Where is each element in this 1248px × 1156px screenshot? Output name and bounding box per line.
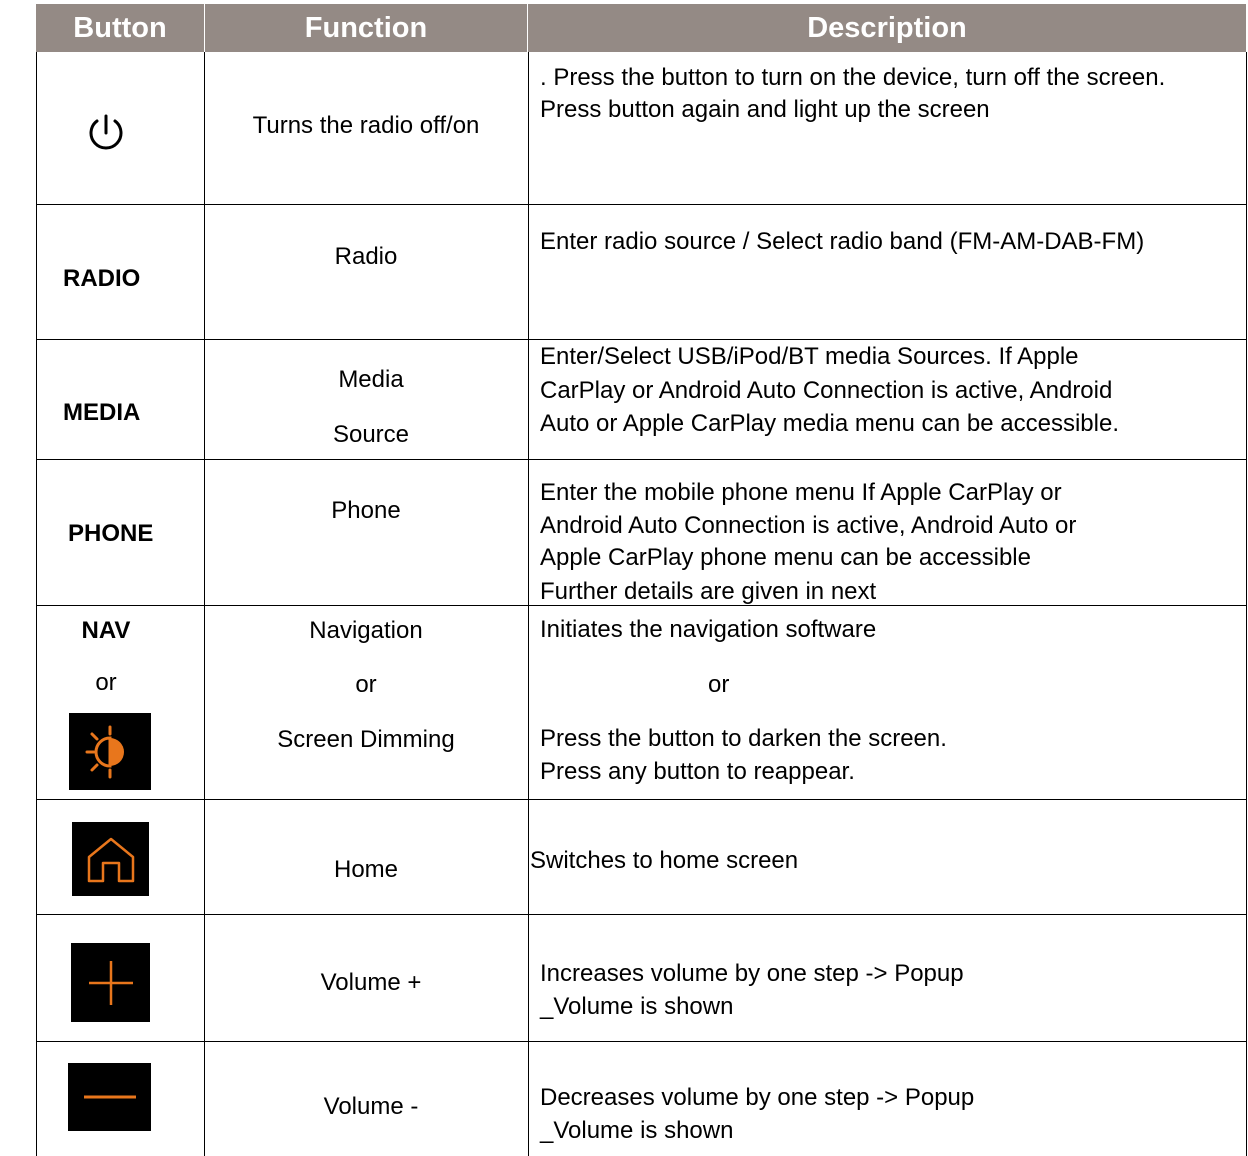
description-line: Android Auto Connection is active, Android Auto or [540, 512, 1077, 539]
function-cell: Home [333, 856, 399, 883]
function-cell: Phone [331, 497, 401, 524]
power-icon [86, 113, 126, 155]
description-line: . Press the button to turn on the device, turn off the screen. [540, 64, 1166, 91]
description-line: _Volume is shown [540, 993, 734, 1020]
button-label-media: MEDIA [63, 399, 141, 426]
header-function: Function [205, 4, 527, 52]
description-line: Enter radio source / Select radio band (FM-AM-DAB-FM) [540, 228, 1145, 255]
grid-line [1246, 52, 1247, 1156]
description-line: Apple CarPlay phone menu can be accessible [540, 544, 1031, 571]
description-line: or [708, 671, 730, 698]
function-cell: Media [338, 366, 404, 393]
button-label-radio: RADIO [63, 265, 141, 292]
brightness-icon [69, 713, 151, 790]
button-label-nav: NAV [81, 617, 131, 644]
minus-icon [68, 1063, 151, 1131]
description-line: CarPlay or Android Auto Connection is active, Android [540, 377, 1113, 404]
plus-icon [71, 943, 150, 1022]
description-line: Enter/Select USB/iPod/BT media Sources. If Apple [540, 343, 1079, 370]
function-cell: or [355, 671, 377, 698]
row-divider [36, 459, 1247, 460]
description-line: Press button again and light up the screen [540, 96, 990, 123]
header-button: Button [36, 4, 204, 52]
button-label-phone: PHONE [68, 520, 154, 547]
row-divider [36, 1041, 1247, 1042]
function-cell: Radio [334, 243, 398, 270]
description-line: Initiates the navigation software [540, 616, 877, 643]
header-description: Description [528, 4, 1246, 52]
button-label-or: or [95, 669, 117, 696]
description-line: Press the button to darken the screen. [540, 725, 947, 752]
description-line: _Volume is shown [540, 1117, 734, 1144]
function-cell: Navigation [309, 617, 423, 644]
row-divider [36, 799, 1247, 800]
row-divider [36, 204, 1247, 205]
row-divider [36, 914, 1247, 915]
function-cell: Volume - [323, 1093, 419, 1120]
description-line: Decreases volume by one step -> Popup [540, 1084, 975, 1111]
function-cell: Turns the radio off/on [252, 112, 480, 139]
description-line: Auto or Apple CarPlay media menu can be accessible. [540, 410, 1119, 437]
function-cell: Source [332, 421, 410, 448]
description-line: Further details are given in next [540, 578, 877, 605]
function-cell: Volume + [320, 969, 422, 996]
description-line: Increases volume by one step -> Popup [540, 960, 964, 987]
description-line: Switches to home screen [530, 847, 799, 874]
description-line: Press any button to reappear. [540, 758, 855, 785]
function-cell: Screen Dimming [277, 726, 455, 753]
grid-line [36, 52, 37, 1156]
description-line: Enter the mobile phone menu If Apple CarPlay or [540, 479, 1062, 506]
home-icon [72, 822, 149, 896]
